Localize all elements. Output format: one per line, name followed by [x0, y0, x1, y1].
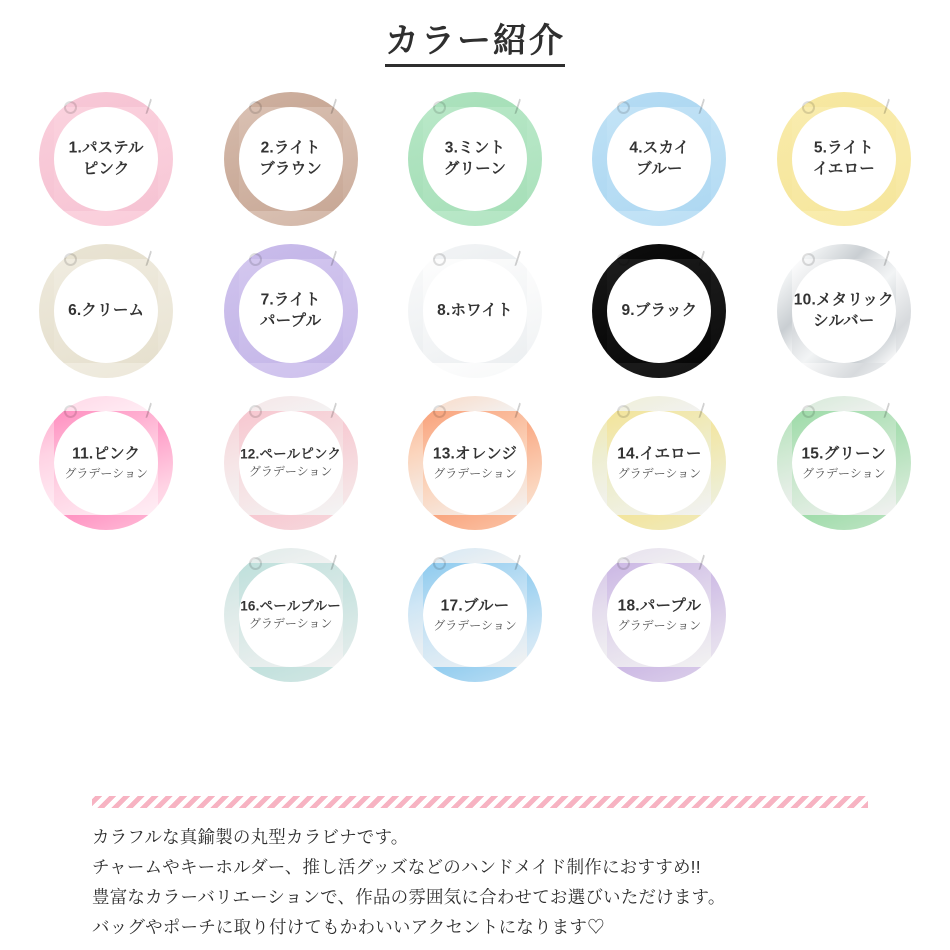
color-name-line: 17.ブルー [440, 597, 510, 615]
color-name-line: 13.オレンジ [432, 445, 518, 463]
color-name-line: 16.ペールブルー [240, 598, 341, 614]
color-row [14, 387, 936, 539]
color-grid [0, 83, 950, 691]
color-name-line: 1.パステル [68, 139, 144, 157]
color-name-line: 11.ピンク [72, 445, 141, 463]
ring-hole [423, 411, 527, 515]
ring-hole [607, 259, 711, 363]
color-swatch-item[interactable] [567, 387, 751, 539]
hinge-dot-icon [249, 253, 262, 266]
color-swatch-item[interactable] [383, 539, 567, 691]
ring-shape [777, 396, 911, 530]
hinge-dot-icon [433, 253, 446, 266]
ring-hole [54, 411, 158, 515]
color-swatch-item[interactable] [567, 83, 751, 235]
color-swatch-item[interactable] [383, 83, 567, 235]
ring-shape [408, 548, 542, 682]
color-swatch-item[interactable] [383, 387, 567, 539]
color-name-line: パープル [259, 312, 322, 330]
color-name-line: ブラウン [259, 160, 322, 178]
ring-hole [423, 563, 527, 667]
ring-hole [792, 259, 896, 363]
ring-shape [592, 396, 726, 530]
color-swatch-item[interactable] [198, 83, 382, 235]
carabiner-ring[interactable] [221, 241, 361, 381]
hinge-dot-icon [433, 405, 446, 418]
color-swatch-item[interactable] [752, 83, 936, 235]
carabiner-ring[interactable] [221, 393, 361, 533]
ring-hole [54, 259, 158, 363]
color-sub-label: グラデーション [64, 465, 148, 480]
color-sub-label: グラデーション [248, 464, 333, 479]
carabiner-ring[interactable] [589, 545, 729, 685]
hinge-dot-icon [802, 253, 815, 266]
ring-shape [777, 92, 911, 226]
hinge-dot-icon [249, 101, 262, 114]
color-sub-label: グラデーション [802, 465, 886, 480]
carabiner-ring[interactable] [221, 89, 361, 229]
hinge-dot-icon [433, 557, 446, 570]
carabiner-ring[interactable] [36, 393, 176, 533]
color-name-line: 8.ホワイト [437, 301, 513, 319]
hinge-dot-icon [433, 101, 446, 114]
hinge-dot-icon [802, 101, 815, 114]
ring-hole [239, 259, 343, 363]
description-line-2: チャームやキーホルダー、推し活グッズなどのハンドメイド制作におすすめ!! [92, 856, 701, 877]
ring-shape [592, 244, 726, 378]
carabiner-ring[interactable] [36, 89, 176, 229]
color-swatch-item[interactable] [752, 235, 936, 387]
ring-hole [239, 411, 343, 515]
color-swatch-item[interactable] [14, 387, 198, 539]
description-line-4: バッグやポーチに取り付けてもかわいいアクセントになります♡ [92, 916, 605, 937]
color-sub-label: グラデーション [433, 465, 517, 480]
color-swatch-item[interactable] [14, 83, 198, 235]
color-sub-label: グラデーション [617, 617, 702, 632]
color-name-line: ピンク [82, 160, 130, 178]
description-section [0, 796, 950, 942]
color-swatch-item[interactable] [567, 539, 751, 691]
stripe-divider [92, 796, 868, 808]
carabiner-ring[interactable] [405, 241, 545, 381]
ring-shape [408, 244, 542, 378]
color-name-line: 15.グリーン [801, 445, 887, 463]
color-swatch-item[interactable] [198, 539, 382, 691]
carabiner-ring[interactable] [774, 241, 914, 381]
carabiner-ring[interactable] [36, 241, 176, 381]
carabiner-ring[interactable] [405, 393, 545, 533]
carabiner-ring[interactable] [589, 89, 729, 229]
carabiner-ring[interactable] [221, 545, 361, 685]
ring-hole [607, 411, 711, 515]
carabiner-ring[interactable] [589, 393, 729, 533]
color-sub-label: グラデーション [433, 617, 517, 632]
color-name-line: 18.パープル [617, 597, 702, 615]
color-row [14, 539, 936, 691]
hinge-dot-icon [249, 405, 262, 418]
ring-shape [408, 396, 542, 530]
ring-shape [777, 244, 911, 378]
ring-shape [224, 244, 358, 378]
color-swatch-item[interactable] [198, 235, 382, 387]
description-line-3: 豊富なカラーバリエーションで、作品の雰囲気に合わせてお選びいただけます。 [92, 886, 726, 907]
carabiner-ring[interactable] [589, 241, 729, 381]
color-name-line: 7.ライト [260, 291, 321, 309]
ring-shape [224, 548, 358, 682]
color-sub-label: グラデーション [248, 616, 333, 631]
description-text [92, 822, 868, 942]
color-name-line: グリーン [443, 160, 507, 178]
ring-shape [592, 92, 726, 226]
color-name-line: 6.クリーム [68, 301, 145, 319]
color-swatch-item[interactable] [567, 235, 751, 387]
description-line-1: カラフルな真鍮製の丸型カラビナです。 [92, 826, 409, 847]
ring-shape [39, 396, 173, 530]
color-row [14, 83, 936, 235]
color-swatch-item[interactable] [198, 387, 382, 539]
ring-hole [607, 107, 711, 211]
hinge-dot-icon [249, 557, 262, 570]
color-swatch-item[interactable] [383, 235, 567, 387]
ring-shape [224, 396, 358, 530]
color-swatch-item[interactable] [14, 235, 198, 387]
color-name-line: 5.ライト [813, 139, 874, 157]
color-name-line: 10.メタリック [793, 291, 894, 309]
color-name-line: シルバー [813, 312, 875, 330]
ring-hole [792, 107, 896, 211]
color-name-line: 12.ペールピンク [240, 446, 342, 462]
color-row [14, 235, 936, 387]
ring-shape [39, 244, 173, 378]
ring-hole [423, 107, 527, 211]
ring-shape [592, 548, 726, 682]
ring-hole [239, 563, 343, 667]
color-name-line: 2.ライト [260, 139, 321, 157]
page-title: カラー紹介 [385, 22, 565, 67]
color-swatch-item[interactable] [752, 387, 936, 539]
ring-hole [792, 411, 896, 515]
ring-hole [423, 259, 527, 363]
carabiner-ring[interactable] [405, 545, 545, 685]
carabiner-ring[interactable] [774, 393, 914, 533]
color-sub-label: グラデーション [617, 465, 702, 480]
color-name-line: イエロー [812, 160, 875, 178]
color-name-line: 9.ブラック [621, 301, 698, 319]
color-name-line: 4.スカイ [629, 139, 690, 157]
page-title-wrapper [0, 0, 950, 67]
ring-hole [54, 107, 158, 211]
carabiner-ring[interactable] [405, 89, 545, 229]
ring-hole [239, 107, 343, 211]
ring-shape [224, 92, 358, 226]
hinge-dot-icon [802, 405, 815, 418]
color-name-line: ブルー [636, 160, 683, 178]
carabiner-ring[interactable] [774, 89, 914, 229]
color-name-line: 3.ミント [444, 139, 506, 157]
ring-shape [408, 92, 542, 226]
ring-hole [607, 563, 711, 667]
color-name-line: 14.イエロー [617, 445, 702, 463]
ring-shape [39, 92, 173, 226]
